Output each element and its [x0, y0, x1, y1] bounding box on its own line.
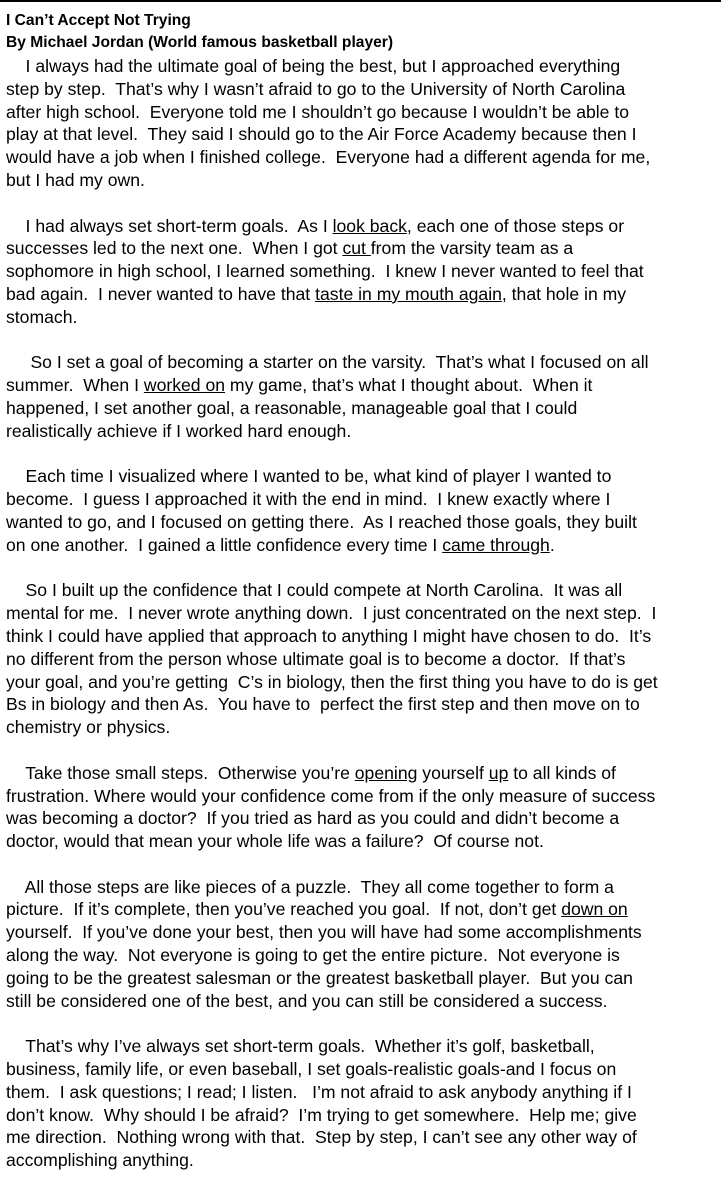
text-line: don’t know. Why should I be afraid? I’m trying to get somewhere. Help me; give [6, 1104, 637, 1125]
text-line: realistically achieve if I worked hard enough. [6, 420, 352, 441]
paragraph-6 [6, 762, 718, 853]
text-line: I always had the ultimate goal of being the best, but I approached everything [6, 56, 621, 76]
text-line: along the way. Not everyone is going to get the entire picture. Not everyone is [6, 945, 620, 966]
underlined-phrase: cut [342, 238, 371, 259]
text-line: wanted to go, and I focused on getting there. As I reached those goals, they built [6, 511, 637, 532]
text-line: them. I ask questions; I read; I listen. I’m not afraid to ask anybody anything if I [6, 1081, 632, 1102]
text-line: business, family life, or even baseball, I set goals-realistic goals-and I focus on [6, 1059, 617, 1080]
text-line: sophomore in high school, I learned something. I knew I never wanted to feel that [6, 261, 644, 282]
text-line: I had always set short-term goals. As I look back, each one of those steps or [6, 215, 625, 236]
text-line: after high school. Everyone told me I shouldn’t go because I wouldn’t be able to [6, 101, 630, 122]
top-border-line [0, 0, 721, 2]
text-line: me direction. Nothing wrong with that. Step by step, I can’t see any other way of [6, 1127, 637, 1148]
document-body [6, 10, 718, 1172]
text-line: chemistry or physics. [6, 717, 171, 738]
text-line: become. I guess I approached it with the end in mind. I knew exactly where I [6, 489, 611, 510]
underlined-phrase: up [488, 762, 509, 783]
text-line: still be considered one of the best, and you can still be considered a success. [6, 990, 608, 1011]
text-line: yourself. If you’ve done your best, then you will have had some accomplishments [6, 922, 642, 943]
paragraph-4 [6, 465, 718, 556]
text-line: accomplishing anything. [6, 1150, 194, 1171]
text-line: picture. If it’s complete, then you’ve reached you goal. If not, don’t get down on [6, 899, 628, 920]
text-line: play at that level. They said I should go to the Air Force Academy because then I [6, 124, 637, 145]
underlined-phrase: look back [332, 215, 407, 236]
text-line: Take those small steps. Otherwise you’re opening yourself up to all kinds of [6, 762, 616, 783]
underlined-phrase: came through [442, 534, 550, 555]
paragraph-8 [6, 1035, 718, 1172]
underlined-phrase: opening [354, 762, 418, 783]
paragraph-3 [6, 351, 718, 442]
paragraph-5 [6, 579, 718, 739]
underlined-phrase: down on [561, 899, 628, 920]
text-line: think I could have applied that approach to anything I might have chosen to do. It’s [6, 625, 652, 646]
text-line: stomach. [6, 306, 78, 327]
text-line: bad again. I never wanted to have that taste in my mouth again, that hole in my [6, 283, 627, 304]
text-line: step by step. That’s why I wasn’t afraid to go to the University of North Carolina [6, 78, 626, 99]
text-line: Each time I visualized where I wanted to be, what kind of player I wanted to [6, 466, 612, 487]
text-line: your goal, and you’re getting C’s in biology, then the first thing you have to do is get [6, 671, 658, 692]
text-line: Bs in biology and then As. You have to perfect the first step and then move on to [6, 694, 640, 715]
text-line: happened, I set another goal, a reasonable, manageable goal that I could [6, 397, 578, 418]
paragraph-7 [6, 876, 718, 1013]
text-line: would have a job when I finished college. Everyone had a different agenda for me, [6, 147, 651, 168]
text-line: was becoming a doctor? If you tried as hard as you could and didn’t become a [6, 808, 620, 829]
paragraph-2 [6, 215, 718, 329]
underlined-phrase: taste in my mouth again [315, 283, 502, 304]
text-line: frustration. Where would your confidence come from if the only measure of success [6, 785, 656, 806]
text-line: going to be the greatest salesman or the greatest basketball player. But you can [6, 967, 633, 988]
text-line: but I had my own. [6, 169, 145, 190]
text-line: on one another. I gained a little confidence every time I came through. [6, 534, 555, 555]
paragraph-1 [6, 55, 718, 192]
text-line: no different from the person whose ultimate goal is to become a doctor. If that’s [6, 648, 626, 669]
text-line: All those steps are like pieces of a puzzle. They all come together to form a [6, 876, 614, 897]
text-line: So I set a goal of becoming a starter on the varsity. That’s what I focused on all [6, 352, 649, 373]
text-line: summer. When I worked on my game, that’s what I thought about. When it [6, 375, 593, 396]
text-line: mental for me. I never wrote anything down. I just concentrated on the next step. I [6, 603, 657, 624]
underlined-phrase: worked on [143, 375, 226, 396]
text-line: doctor, would that mean your whole life was a failure? Of course not. [6, 831, 544, 852]
text-line: So I built up the confidence that I could compete at North Carolina. It was all [6, 580, 623, 601]
text-line: That’s why I’ve always set short-term goals. Whether it’s golf, basketball, [6, 1036, 595, 1057]
document-title: I Can’t Accept Not Trying [6, 12, 191, 29]
text-line: successes led to the next one. When I got cut from the varsity team as a [6, 238, 574, 259]
document-byline: By Michael Jordan (World famous basketball player) [6, 34, 394, 51]
